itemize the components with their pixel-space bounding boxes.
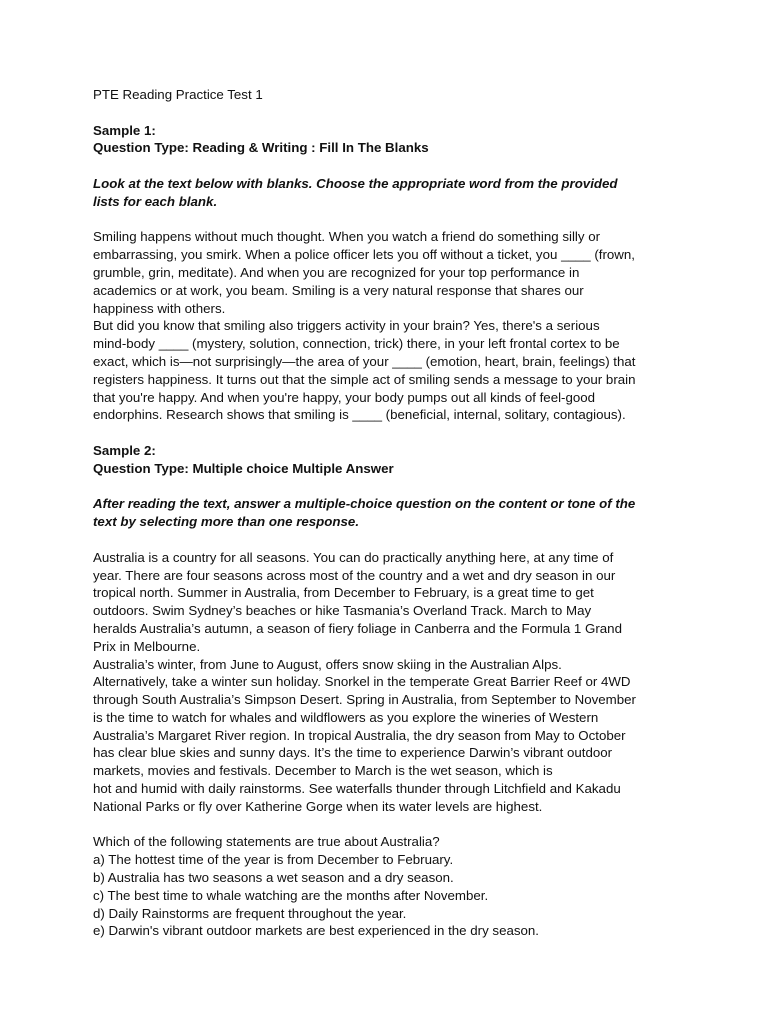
passage-line: is the time to watch for whales and wildflowers as you explore the wineries of Western <box>93 709 599 725</box>
answer-option-e: e) Darwin's vibrant outdoor markets are best experienced in the dry season. <box>93 923 539 939</box>
instruction-line: text by selecting more than one response. <box>93 514 360 530</box>
passage-line: through South Australia’s Simpson Desert. Spring in Australia, from September to November <box>93 692 636 708</box>
passage-line: heralds Australia’s autumn, a season of fiery foliage in Canberra and the Formula 1 Grand <box>93 620 622 636</box>
passage-line: Australia’s winter, from June to August, offers snow skiing in the Australian Alps. <box>93 656 562 672</box>
instruction-line: Look at the text below with blanks. Choose the appropriate word from the provided <box>93 175 618 191</box>
sample2-instruction <box>93 495 683 531</box>
passage-line: exact, which is—not surprisingly—the area of your ____ (emotion, heart, brain, feelings) that <box>93 353 636 369</box>
sample1-question-type: Question Type: Reading & Writing : Fill In The Blanks <box>93 140 429 156</box>
passage-line: Australia’s Margaret River region. In tropical Australia, the dry season from May to October <box>93 727 626 743</box>
answer-option-d: d) Daily Rainstorms are frequent throughout the year. <box>93 905 407 921</box>
sample2-heading: Sample 2: <box>93 442 156 458</box>
passage-line: year. There are four seasons across most of the country and a wet and dry season in our <box>93 567 616 583</box>
sample1-passage <box>93 228 683 424</box>
passage-line: endorphins. Research shows that smiling is ____ (beneficial, internal, solitary, contagious). <box>93 407 626 423</box>
passage-line: mind-body ____ (mystery, solution, connection, trick) there, in your left frontal cortex to be <box>93 336 620 352</box>
passage-line: tropical north. Summer in Australia, from December to February, is a great time to get <box>93 585 594 601</box>
answer-option-c: c) The best time to whale watching are the months after November. <box>93 887 489 903</box>
answer-options <box>93 851 683 940</box>
passage-line: that you're happy. And when you're happy, your body pumps out all kinds of feel-good <box>93 389 596 405</box>
sample2-question: Which of the following statements are true about Australia? <box>93 834 440 850</box>
answer-option-b: b) Australia has two seasons a wet season and a dry season. <box>93 870 454 886</box>
document-page <box>93 86 683 940</box>
passage-line: registers happiness. It turns out that the simple act of smiling sends a message to your brain <box>93 371 636 387</box>
passage-line: grumble, grin, meditate). And when you are recognized for your top performance in <box>93 264 580 280</box>
passage-line: academics or at work, you beam. Smiling is a very natural response that shares our <box>93 282 584 298</box>
passage-line: Smiling happens without much thought. When you watch a friend do something silly or <box>93 229 601 245</box>
passage-line: has clear blue skies and sunny days. It’s the time to experience Darwin’s vibrant outdoor <box>93 745 613 761</box>
instruction-line: lists for each blank. <box>93 193 218 209</box>
passage-line: embarrassing, you smirk. When a police officer lets you off without a ticket, you ____ (frown, <box>93 247 635 263</box>
sample1-heading: Sample 1: <box>93 122 156 138</box>
passage-line: Alternatively, take a winter sun holiday. Snorkel in the temperate Great Barrier Reef or 4WD <box>93 674 631 690</box>
passage-line: But did you know that smiling also triggers activity in your brain? Yes, there's a serious <box>93 318 600 334</box>
sample1-instruction <box>93 175 683 211</box>
sample2-passage <box>93 549 683 816</box>
answer-option-a: a) The hottest time of the year is from December to February. <box>93 852 454 868</box>
passage-line: markets, movies and festivals. December to March is the wet season, which is <box>93 763 553 779</box>
passage-line: National Parks or fly over Katherine Gorge when its water levels are highest. <box>93 798 543 814</box>
passage-line: happiness with others. <box>93 300 226 316</box>
passage-line: Australia is a country for all seasons. You can do practically anything here, at any time of <box>93 549 614 565</box>
document-title: PTE Reading Practice Test 1 <box>93 87 263 102</box>
instruction-line: After reading the text, answer a multiple-choice question on the content or tone of the <box>93 496 636 512</box>
passage-line: outdoors. Swim Sydney’s beaches or hike Tasmania’s Overland Track. March to May <box>93 603 592 619</box>
passage-line: hot and humid with daily rainstorms. See waterfalls thunder through Litchfield and Kakadu <box>93 781 621 797</box>
passage-line: Prix in Melbourne. <box>93 638 201 654</box>
sample2-question-type: Question Type: Multiple choice Multiple Answer <box>93 460 394 476</box>
